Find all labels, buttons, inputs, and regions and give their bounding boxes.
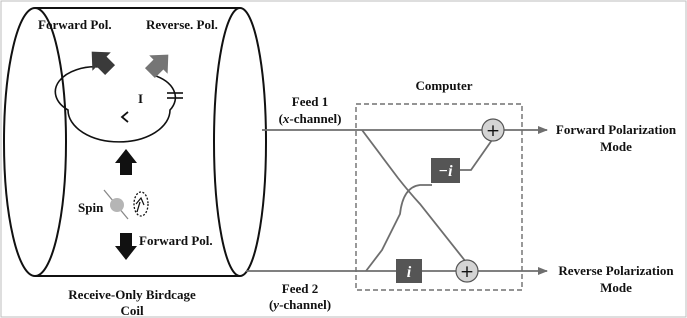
cross-line-y-to-phase bbox=[366, 185, 432, 271]
forward-output-label: Forward Polarization bbox=[555, 122, 677, 137]
phase-i-label: i bbox=[406, 264, 412, 281]
forward-pol-label: Forward Pol. bbox=[38, 17, 112, 32]
reverse-output-mode: Mode bbox=[600, 280, 632, 295]
forward-adder-symbol: + bbox=[485, 121, 501, 141]
down-arrow-icon bbox=[115, 233, 137, 260]
reverse-pol-label: Reverse. Pol. bbox=[146, 17, 218, 32]
computer-title: Computer bbox=[415, 78, 473, 93]
signal-lines bbox=[246, 130, 547, 271]
spin-label: Spin bbox=[78, 200, 104, 215]
current-label: I bbox=[138, 91, 144, 106]
coil-right-end bbox=[214, 8, 266, 276]
reverse-adder bbox=[456, 260, 478, 282]
coil-left-end bbox=[4, 8, 66, 276]
forward-adder bbox=[482, 119, 504, 141]
current-loop-ring bbox=[55, 67, 175, 142]
forward-pol-bottom-label: Forward Pol. bbox=[139, 233, 213, 248]
current-loop bbox=[55, 67, 183, 142]
birdcage-coil bbox=[4, 8, 266, 276]
spin-icon bbox=[104, 190, 148, 219]
phase-shifter-i bbox=[396, 259, 422, 283]
coil-caption-line1: Receive-Only Birdcage bbox=[68, 287, 196, 302]
phase-shifter-minus-i bbox=[431, 158, 460, 183]
feed2-label: Feed 2 bbox=[281, 281, 319, 296]
reverse-output-label: Reverse Polarization bbox=[558, 263, 674, 278]
current-direction-chevron bbox=[122, 112, 128, 122]
reverse-adder-symbol: + bbox=[459, 262, 475, 282]
phase-minus-i-label: −i bbox=[438, 163, 453, 180]
forward-output-mode: Mode bbox=[600, 139, 632, 154]
forward-pol-arrow bbox=[82, 42, 119, 79]
feed1-channel-label: (x-channel) bbox=[278, 111, 342, 126]
up-arrow-icon bbox=[115, 149, 137, 175]
cross-line-x-to-reverse bbox=[362, 130, 466, 262]
phase-to-forward-adder bbox=[460, 140, 492, 170]
coil-caption-line2: Coil bbox=[120, 303, 144, 318]
feed2-channel-label: (y-channel) bbox=[268, 297, 332, 312]
feed1-label: Feed 1 bbox=[291, 94, 329, 109]
